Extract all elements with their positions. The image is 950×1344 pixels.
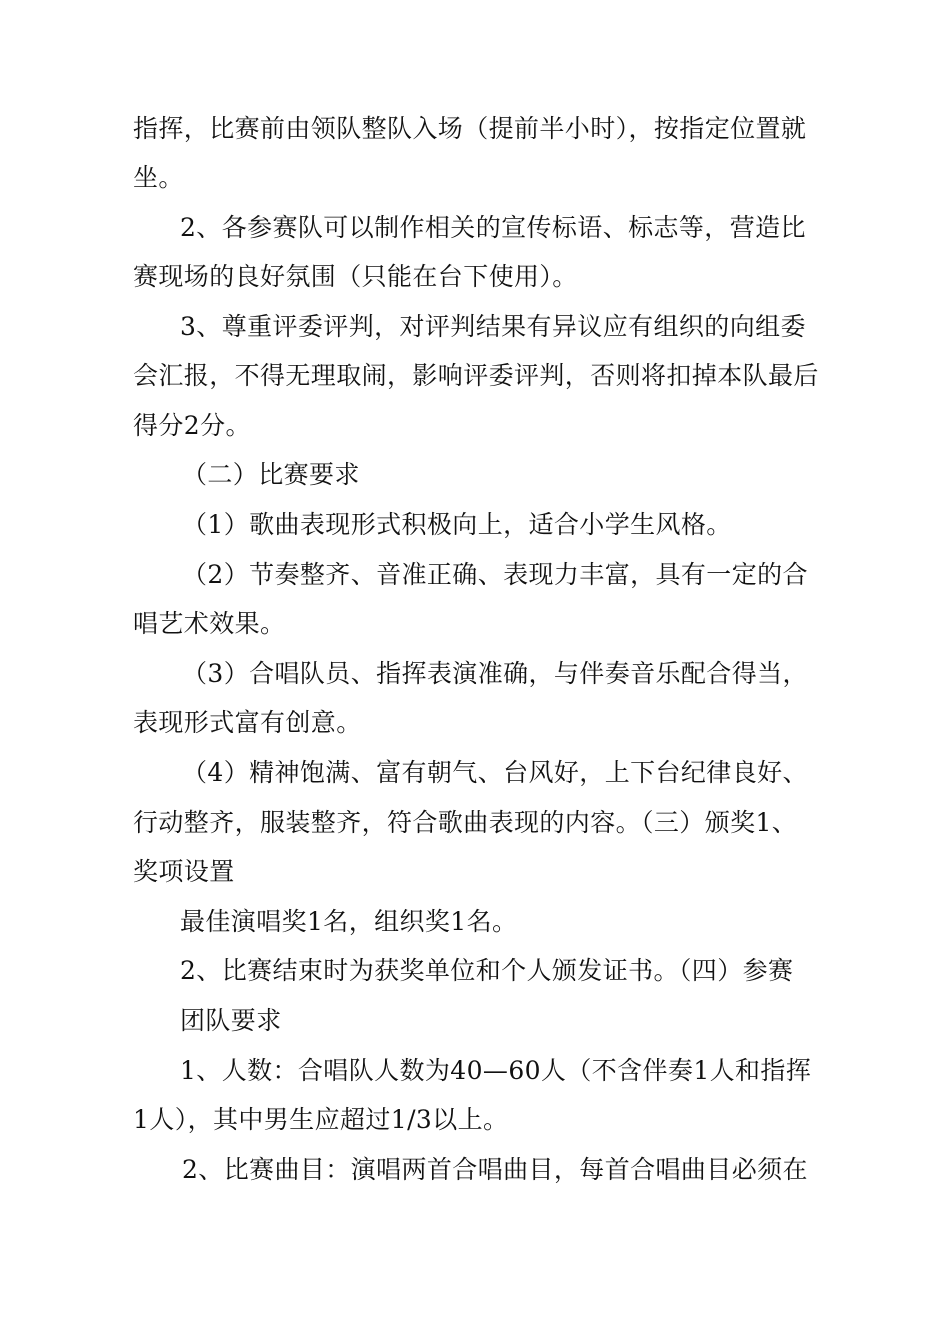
text-line: 2、各参赛队可以制作相关的宣传标语、标志等，营造比: [180, 213, 806, 242]
text-line: 会汇报，不得无理取闹，影响评委评判，否则将扣掉本队最后: [133, 361, 819, 390]
text-line: 得分2分。: [133, 411, 251, 440]
text-line: 唱艺术效果。: [133, 609, 286, 638]
text-line: 表现形式富有创意。: [133, 708, 362, 737]
text-line: 3、尊重评委评判，对评判结果有异议应有组织的向组委: [180, 312, 806, 341]
section-heading: （二）比赛要求: [182, 460, 360, 489]
text-line: 2、比赛结束时为获奖单位和个人颁发证书。（四）参赛: [180, 956, 794, 985]
text-line: 团队要求: [180, 1006, 282, 1035]
text-line: 奖项设置: [133, 857, 235, 886]
text-line: （1）歌曲表现形式积极向上，适合小学生风格。: [182, 510, 732, 539]
text-line: 1人），其中男生应超过1/3以上。: [133, 1105, 509, 1134]
text-line: 最佳演唱奖1名，组织奖1名。: [180, 907, 518, 936]
text-line: 赛现场的良好氛围（只能在台下使用）。: [133, 262, 578, 291]
text-line: 行动整齐，服装整齐，符合歌曲表现的内容。（三）颁奖1、: [133, 808, 798, 837]
text-line: （3）合唱队员、指挥表演准确，与伴奏音乐配合得当，: [182, 659, 808, 688]
text-line: （4）精神饱满、富有朝气、台风好，上下台纪律良好、: [182, 758, 808, 787]
text-line: （2）节奏整齐、音准正确、表现力丰富，具有一定的合: [182, 560, 808, 589]
text-line: 坐。: [133, 163, 184, 192]
text-line: 1、人数：合唱队人数为40—60人（不含伴奏1人和指挥: [180, 1056, 812, 1085]
text-line: 指挥，比赛前由领队整队入场（提前半小时），按指定位置就: [133, 114, 807, 143]
text-line: 2、比赛曲目：演唱两首合唱曲目，每首合唱曲目必须在: [182, 1155, 808, 1184]
